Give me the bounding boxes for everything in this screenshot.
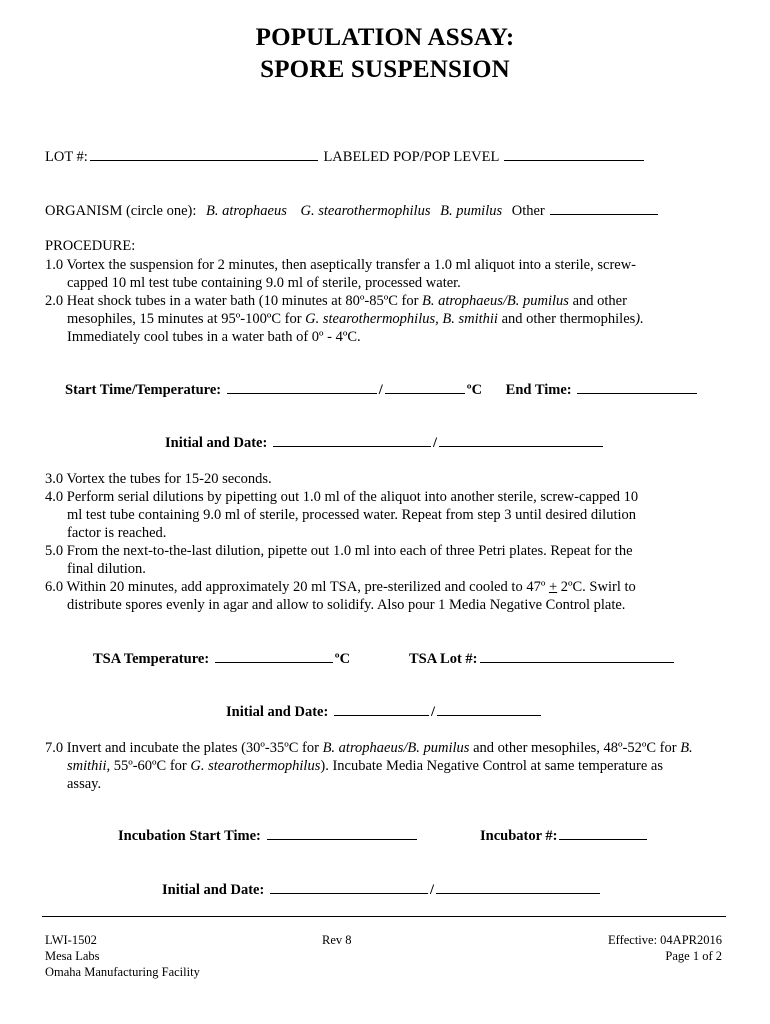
- incubator-blank[interactable]: [559, 827, 647, 840]
- labeled-pop-blank[interactable]: [504, 148, 644, 161]
- incubator-field: Incubator #:: [480, 827, 649, 845]
- initial-blank-3[interactable]: [270, 881, 428, 894]
- procedure-step-6: 6.0 Within 20 minutes, add approximately 20 ml TSA, pre-sterilized and cooled to 47º + 2ºC. Swirl to distribute spores evenly in agar and allow to solidify. Also pour 1 Media Negative Control plate.: [45, 579, 636, 613]
- initial-blank-1[interactable]: [273, 434, 431, 447]
- organism-other-label: Other: [511, 203, 545, 219]
- end-time-label: End Time:: [505, 382, 572, 398]
- page-title-line-1: POPULATION ASSAY:: [255, 24, 515, 51]
- date-blank-1[interactable]: [439, 434, 603, 447]
- organism-row: [45, 202, 660, 220]
- procedure-heading: PROCEDURE:: [45, 238, 136, 254]
- tsa-lot-field: TSA Lot #:: [409, 650, 676, 668]
- organism-option-b-pumilus[interactable]: B. pumilus: [440, 203, 503, 219]
- tsa-lot-blank[interactable]: [480, 650, 674, 663]
- initial-date-field-2: Initial and Date: /: [226, 703, 543, 721]
- company-name: Mesa Labs: [45, 949, 100, 963]
- footer-left: [45, 932, 200, 980]
- facility-name: Omaha Manufacturing Facility: [45, 965, 200, 979]
- date-blank-2[interactable]: [437, 703, 541, 716]
- page-number: Page 1 of 2: [665, 949, 722, 963]
- page-title-line-2: SPORE SUSPENSION: [260, 56, 510, 83]
- procedure-step-7: 7.0 Invert and incubate the plates (30º-35ºC for B. atrophaeus/B. pumilus and other mesophiles, 48º-52ºC for B. smithii, 55º-60ºC for G. stearothermophilus). Incubate Media Negative Control at same temperature as assay.: [45, 740, 693, 792]
- procedure-step-5: 5.0 From the next-to-the-last dilution, pipette out 1.0 ml into each of three Petri plates. Repeat for the final dilution.: [45, 543, 633, 577]
- initial-date-field-3: Initial and Date: /: [162, 881, 602, 899]
- date-blank-3[interactable]: [436, 881, 600, 894]
- incubation-start-blank[interactable]: [267, 827, 417, 840]
- initial-date-field-1: Initial and Date: /: [165, 434, 605, 452]
- lot-blank[interactable]: [90, 148, 318, 161]
- lot-label: LOT #:: [45, 149, 88, 165]
- procedure-step-2: 2.0 Heat shock tubes in a water bath (10 minutes at 80º-85ºC for B. atrophaeus/B. pumilus and other mesophiles, 15 minutes at 95º-100ºC for G. stearothermophilus, B. smithii and other thermophiles). Immediately cool tubes in a water bath of 0º - 4ºC.: [45, 293, 644, 345]
- organism-option-b-atrophaeus[interactable]: B. atrophaeus: [206, 203, 287, 219]
- start-time-temperature-field: Start Time/Temperature: / ºC End Time:: [65, 381, 699, 399]
- incubation-start-field: Incubation Start Time:: [118, 827, 419, 845]
- effective-date: Effective: 04APR2016: [608, 933, 722, 947]
- tsa-temperature-blank[interactable]: [215, 650, 333, 663]
- start-temperature-blank[interactable]: [385, 381, 465, 394]
- procedure-step-1: 1.0 Vortex the suspension for 2 minutes, then aseptically transfer a 1.0 ml aliquot into a sterile, screw- capped 10 ml test tube containing 9.0 ml of sterile, processed water.: [45, 257, 637, 291]
- doc-id: LWI-1502: [45, 933, 97, 947]
- procedure-step-4: 4.0 Perform serial dilutions by pipetting out 1.0 ml of the aliquot into another sterile, screw-capped 10 ml test tube containing 9.0 ml of sterile, processed water. Repeat from step 3 until desired dilution factor is reached.: [45, 489, 639, 541]
- organism-option-g-stearothermophilus[interactable]: G. stearothermophilus: [300, 203, 431, 219]
- organism-other-blank[interactable]: [550, 202, 658, 215]
- tsa-temperature-field: TSA Temperature: ºC: [93, 651, 351, 667]
- footer-right: [608, 932, 722, 964]
- end-time-blank[interactable]: [577, 381, 697, 394]
- lot-field[interactable]: [45, 148, 646, 166]
- procedure-step-3: 3.0 Vortex the tubes for 15-20 seconds.: [45, 471, 272, 487]
- initial-blank-2[interactable]: [334, 703, 429, 716]
- labeled-pop-label: LABELED POP/POP LEVEL: [323, 149, 499, 165]
- start-time-blank[interactable]: [227, 381, 377, 394]
- footer-divider: [42, 916, 726, 917]
- revision: Rev 8: [322, 933, 352, 947]
- organism-label: ORGANISM (circle one):: [45, 203, 197, 219]
